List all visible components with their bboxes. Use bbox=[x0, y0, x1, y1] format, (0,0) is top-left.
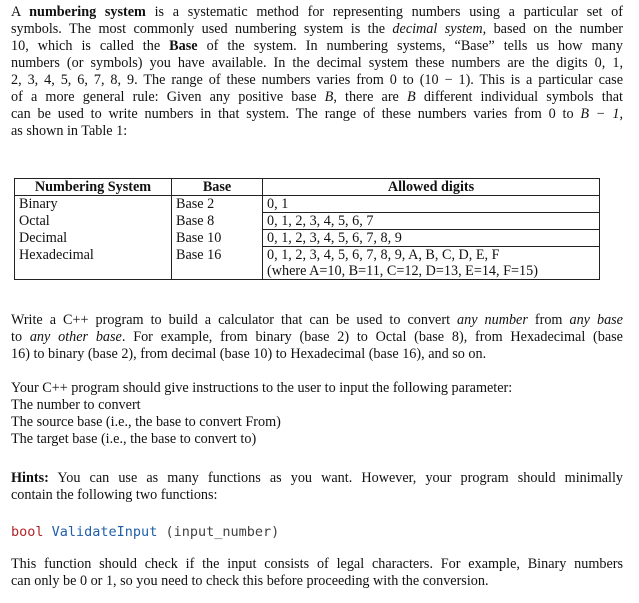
code-function-name: ValidateInput bbox=[51, 524, 158, 540]
table-cell-digits: 0, 1 bbox=[263, 196, 600, 213]
hex-note: (where A=10, B=11, C=12, D=13, E=14, F=15) bbox=[267, 263, 538, 279]
hints-line-2: contain the following two functions: bbox=[11, 487, 218, 503]
hints-line-1: Hints: You can use as many functions as you want. However, your program should minimally bbox=[11, 470, 623, 486]
parameters-paragraph bbox=[11, 380, 623, 448]
intro-line-8: as shown in Table 1: bbox=[11, 123, 128, 139]
table-cell-base: Base 16 bbox=[172, 247, 263, 280]
table-header-system: Numbering System bbox=[15, 179, 172, 196]
table-cell-digits: 0, 1, 2, 3, 4, 5, 6, 7 bbox=[263, 213, 600, 230]
intro-line-7: can be used to write numbers in that system. The range of these numbers varies from 0 to B − 1, bbox=[11, 106, 623, 122]
hints-label: Hints: bbox=[11, 470, 49, 486]
table-row bbox=[15, 213, 600, 230]
table-cell-system: Decimal bbox=[15, 230, 172, 247]
table-row bbox=[15, 230, 600, 247]
table-header-base: Base bbox=[172, 179, 263, 196]
function-description bbox=[11, 556, 623, 590]
table-cell-digits: 0, 1, 2, 3, 4, 5, 6, 7, 8, 9 bbox=[263, 230, 600, 247]
intro-line-2: symbols. The most commonly used numbering system is the decimal system, based on the number bbox=[11, 21, 623, 37]
intro-line-3: 10, which is called the Base of the system. In numbering systems, “Base” tells us how many bbox=[11, 38, 623, 54]
intro-line-4: numbers (or symbols) you have available. In the decimal system these numbers are the digits 0, 1, bbox=[11, 55, 623, 71]
term-numbering-system: numbering system bbox=[29, 4, 146, 20]
table-cell-digits: 0, 1, 2, 3, 4, 5, 6, 7, 8, 9, A, B, C, D, E, F (where A=10, B=11, C=12, D=13, E=14, F=15) bbox=[263, 247, 600, 280]
table-cell-system: Binary bbox=[15, 196, 172, 213]
term-base: Base bbox=[169, 38, 198, 54]
code-type: bool bbox=[11, 524, 44, 540]
term-decimal-system: decimal system, bbox=[392, 21, 487, 37]
table-header-row bbox=[15, 179, 600, 196]
parameters-intro: Your C++ program should give instructions to the user to input the following parameter: bbox=[11, 380, 513, 396]
intro-line-6: of a more general rule: Given any positive base B, there are B different individual symbols that bbox=[11, 89, 623, 105]
description-line-2: can only be 0 or 1, so you need to check this before proceeding with the conversion. bbox=[11, 573, 489, 589]
code-arguments: (input_number) bbox=[157, 524, 280, 540]
numbering-systems-table bbox=[14, 178, 600, 280]
task-line-3: 16) to binary (base 2), from decimal (base 10) to Hexadecimal (base 16), and so on. bbox=[11, 346, 487, 362]
intro-paragraph bbox=[11, 4, 623, 140]
intro-line-1: A numbering system is a systematic method for representing numbers using a particular set of bbox=[11, 4, 623, 20]
parameter-item: The number to convert bbox=[11, 397, 141, 413]
task-paragraph bbox=[11, 312, 623, 363]
description-line-1: This function should check if the input consists of legal characters. For example, Binary numbers bbox=[11, 556, 623, 572]
code-snippet bbox=[11, 524, 279, 541]
task-line-1: Write a C++ program to build a calculator that can be used to convert any number from any base bbox=[11, 312, 623, 328]
parameter-item: The target base (i.e., the base to convert to) bbox=[11, 431, 257, 447]
table-cell-base: Base 2 bbox=[172, 196, 263, 213]
table-cell-system: Octal bbox=[15, 213, 172, 230]
parameter-item: The source base (i.e., the base to convert From) bbox=[11, 414, 281, 430]
intro-line-5: 2, 3, 4, 5, 6, 7, 8, 9. The range of these numbers varies from 0 to (10 − 1). This is a particular case bbox=[11, 72, 623, 88]
task-line-2: to any other base. For example, from binary (base 2) to Octal (base 8), from Hexadecimal (base bbox=[11, 329, 623, 345]
hints-paragraph bbox=[11, 470, 623, 504]
table-cell-system: Hexadecimal bbox=[15, 247, 172, 280]
table-cell-base: Base 10 bbox=[172, 230, 263, 247]
table-cell-base: Base 8 bbox=[172, 213, 263, 230]
table-row bbox=[15, 196, 600, 213]
table-header-digits: Allowed digits bbox=[263, 179, 600, 196]
table-row bbox=[15, 247, 600, 280]
